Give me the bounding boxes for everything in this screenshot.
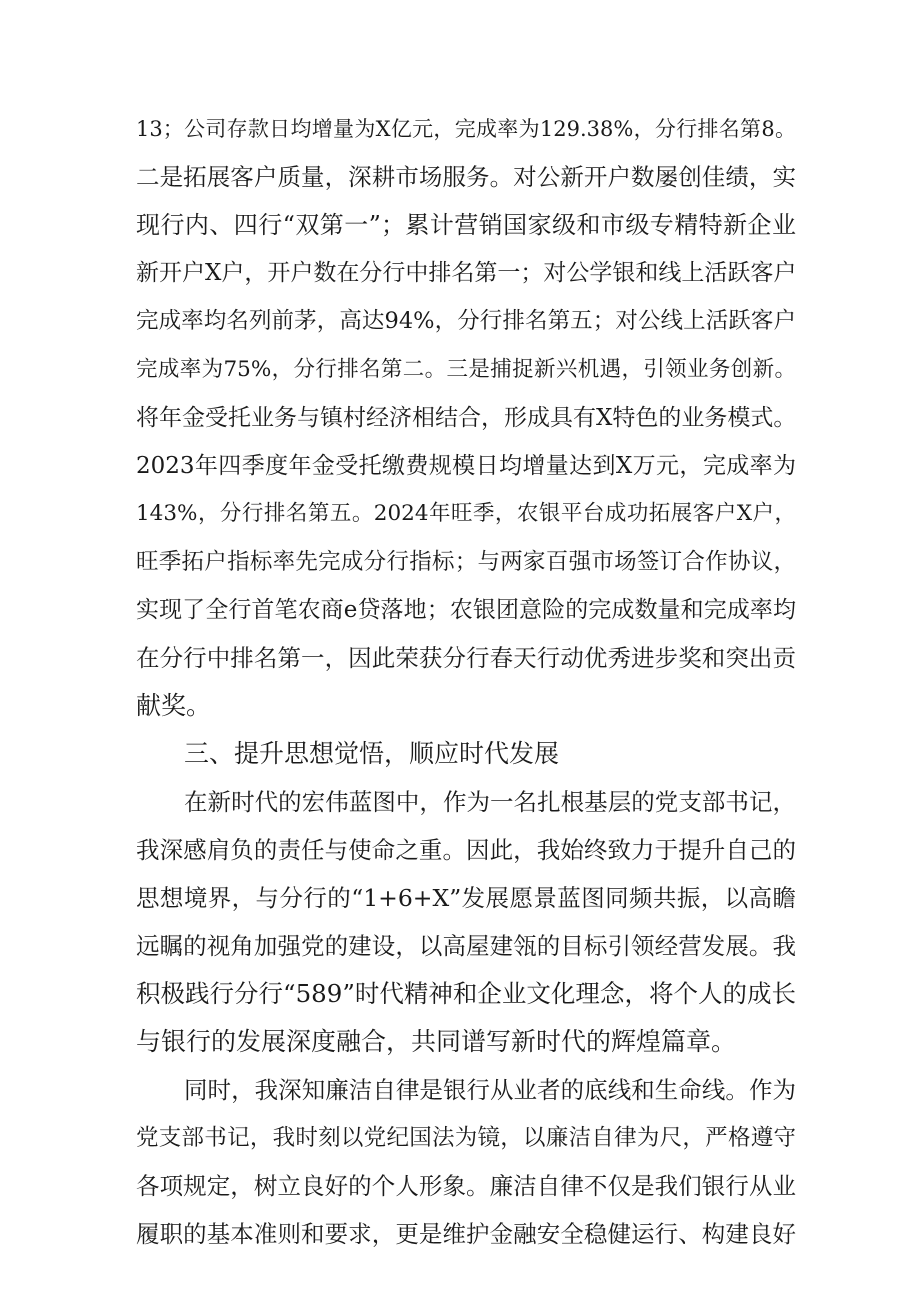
body-text-line: 旺季拓户指标率先完成分行指标；与两家百强市场签订合作协议， — [136, 549, 796, 575]
body-text-line: 13；公司存款日均增量为X亿元，完成率为129.38%，分行排名第8。 — [136, 117, 796, 141]
body-text-line: 各项规定，树立良好的个人形象。廉洁自律不仅是我们银行从业 — [136, 1172, 796, 1200]
body-text-line: 2023年四季度年金受托缴费规模日均增量达到X万元，完成率为 — [136, 453, 796, 479]
body-text-line: 完成率均名列前茅，高达94%，分行排名第五；对公线上活跃客户 — [136, 308, 796, 334]
body-text-line: 远瞩的视角加强党的建设，以高屋建瓴的目标引领经营发展。我 — [136, 932, 796, 960]
body-text-line: 实现了全行首笔农商e贷落地；农银团意险的完成数量和完成率均 — [136, 597, 796, 623]
body-text-line: 党支部书记，我时刻以党纪国法为镜，以廉洁自律为尺，严格遵守 — [136, 1125, 796, 1151]
body-text-line: 完成率为75%，分行排名第二。三是捕捉新兴机遇，引领业务创新。 — [136, 357, 796, 382]
body-text-line: 二是拓展客户质量，深耕市场服务。对公新开户数屡创佳绩，实 — [136, 163, 796, 191]
body-text-line: 献奖。 — [136, 691, 212, 720]
body-text-line: 在新时代的宏伟蓝图中，作为一名扎根基层的党支部书记， — [184, 788, 796, 816]
body-text-line: 思想境界，与分行的“1+6+X”发展愿景蓝图同频共振，以高瞻 — [136, 884, 796, 912]
body-text-line: 履职的基本准则和要求，更是维护金融安全稳健运行、构建良好 — [136, 1220, 796, 1248]
section-heading: 三、提升思想觉悟，顺应时代发展 — [184, 739, 560, 768]
body-text-line: 与银行的发展深度融合，共同谱写新时代的辉煌篇章。 — [136, 1027, 737, 1056]
body-text-line: 143%，分行排名第五。2024年旺季，农银平台成功拓展客户X户， — [136, 501, 796, 526]
body-text-line: 现行内、四行“双第一”；累计营销国家级和市级专精特新企业 — [136, 211, 796, 239]
body-text-line: 同时，我深知廉洁自律是银行从业者的底线和生命线。作为 — [184, 1076, 796, 1104]
body-text-line: 在分行中排名第一，因此荣获分行春天行动优秀进步奖和突出贡 — [136, 644, 796, 672]
body-text-line: 将年金受托业务与镇村经济相结合，形成具有X特色的业务模式。 — [136, 405, 797, 431]
body-text-line: 新开户X户，开户数在分行中排名第一；对公学银和线上活跃客户 — [136, 260, 797, 286]
body-text-line: 我深感肩负的责任与使命之重。因此，我始终致力于提升自己的 — [136, 836, 796, 864]
body-text-line: 积极践行分行“589”时代精神和企业文化理念，将个人的成长 — [136, 979, 796, 1008]
